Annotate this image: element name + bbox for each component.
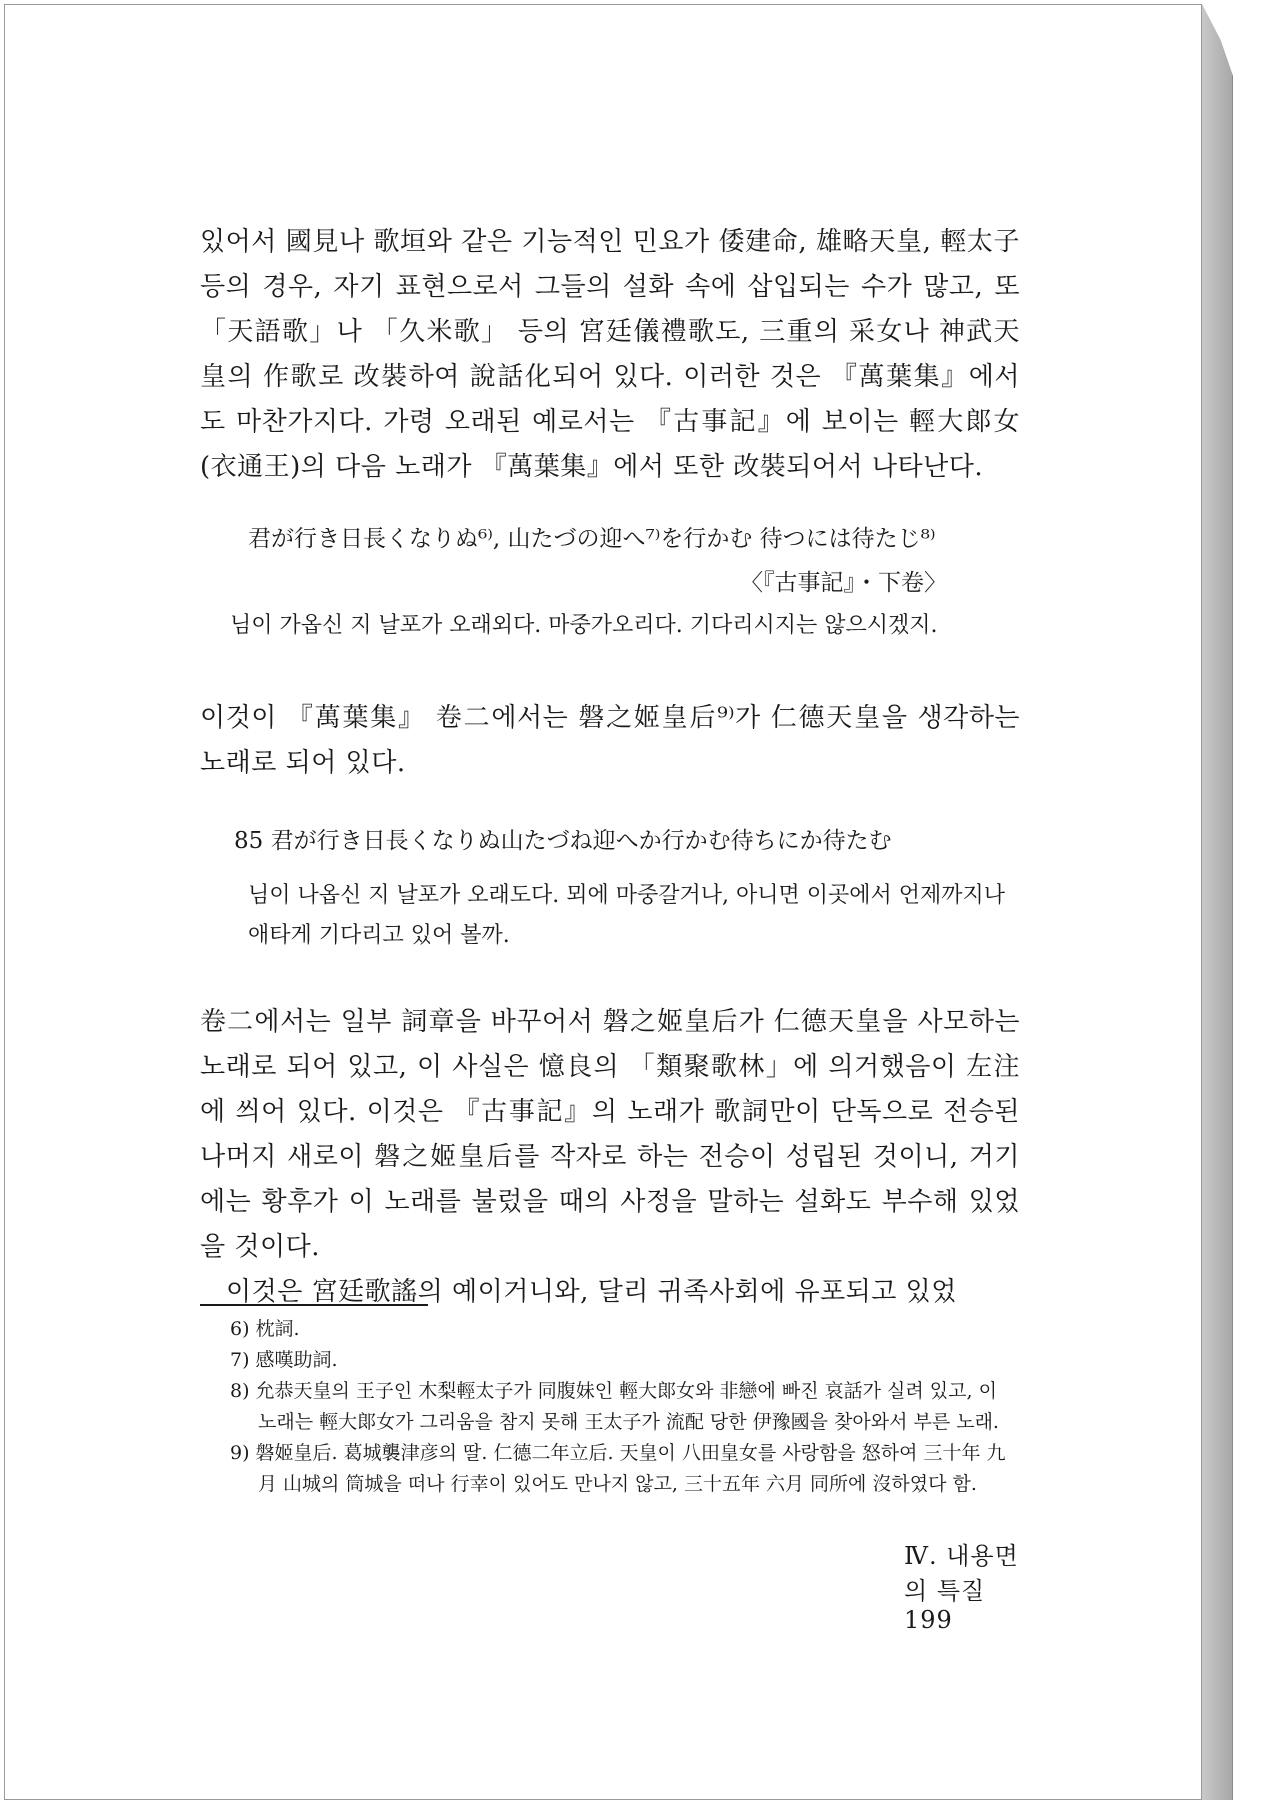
footnote-7: 7) 感嘆助詞. xyxy=(230,1349,338,1371)
footnote-9: 9) 磐姬皇后. 葛城襲津彦의 딸. 仁德二年立后. 天皇이 八田皇女를 사랑함을 怒하여 三十年 九月 山城의 筒城을 떠나 行幸이 있어도 만나지 않고, 三十五年 六月 同所에 沒하였다 함. xyxy=(230,1442,1006,1495)
page-number: 199 xyxy=(904,1606,953,1634)
footer-section-title: Ⅳ. 내용면의 특질 xyxy=(904,1542,1019,1605)
paragraph-3-text: 卷二에서는 일부 詞章을 바꾸어서 磐之姬皇后가 仁德天皇을 사모하는 노래로 되어 있고, 이 사실은 憶良의 「類聚歌林」에 의거했음이 左注에 씌어 있다. 이것은 『古事記』의 노래가 歌詞만이 단독으로 전승된 나머지 새로이 磐之姬皇后를 작자로 하는 전승이 성립된 것이니, 거기에는 황후가 이 노래를 불렀을 때의 사정을 말하는 설화도 부수해 있었을 것이다. xyxy=(200,1007,1020,1262)
paragraph-4-text: 이것은 宮廷歌謠의 예이거니와, 달리 귀족사회에 유포되고 있었 xyxy=(226,1277,957,1307)
poem-source: 〈『古事記』・下卷〉 xyxy=(740,570,947,596)
footnote-8: 8) 允恭天皇의 王子인 木梨輕太子가 同腹妹인 輕大郞女와 非戀에 빠진 哀話가 실려 있고, 이 노래는 輕大郞女가 그리움을 참지 못해 王太子가 流配 당한 伊豫國을 찾아와서 부른 노래. xyxy=(230,1380,999,1433)
paragraph-1: 있어서 國見나 歌垣와 같은 기능적인 민요가 倭建命, 雄略天皇, 輕太子 등의 경우, 자기 표현으로서 그들의 설화 속에 삽입되는 수가 많고, 또 「天語歌」나 「久米歌」 등의 宮廷儀禮歌도, 三重의 采女나 神武天皇의 作歌로 改裝하여 說話化되어 있다. 이러한 것은 『萬葉集』에서도 마찬가지다. 가령 오래된 예로서는 『古事記』에 보이는 輕大郞女(衣通王)의 다음 노래가 『萬葉集』에서 또한 改裝되어서 나타난다. xyxy=(200,227,1020,482)
footnotes xyxy=(230,1314,1020,1500)
page-footer xyxy=(904,1536,1020,1634)
paragraph-3 xyxy=(200,1000,1020,1315)
poem-kojiki: 君が行き日長くなりぬ⁶⁾, 山たづの迎へ⁷⁾を行かむ 待つには待たじ⁸⁾ xyxy=(248,526,936,552)
poem-manyoshu-85: 85 君が行き日長くなりぬ山たづね迎へか行かむ待ちにか待たむ xyxy=(234,828,892,854)
page-edge-shadow xyxy=(1202,4,1233,1800)
poem-manyoshu-translation: 님이 나옵신 지 날포가 오래도다. 뫼에 마중갈거나, 아니면 이곳에서 언제까지나 애타게 기다리고 있어 볼까. xyxy=(248,883,1005,948)
poem-kojiki-translation: 님이 가옵신 지 날포가 오래외다. 마중가오리다. 기다리시지는 않으시겠지. xyxy=(230,613,938,638)
paragraph-2: 이것이 『萬葉集』 卷二에서는 磐之姬皇后⁹⁾가 仁德天皇을 생각하는 노래로 되어 있다. xyxy=(200,703,1020,778)
footnote-divider xyxy=(200,1304,428,1306)
footnote-6: 6) 枕詞. xyxy=(230,1318,300,1340)
